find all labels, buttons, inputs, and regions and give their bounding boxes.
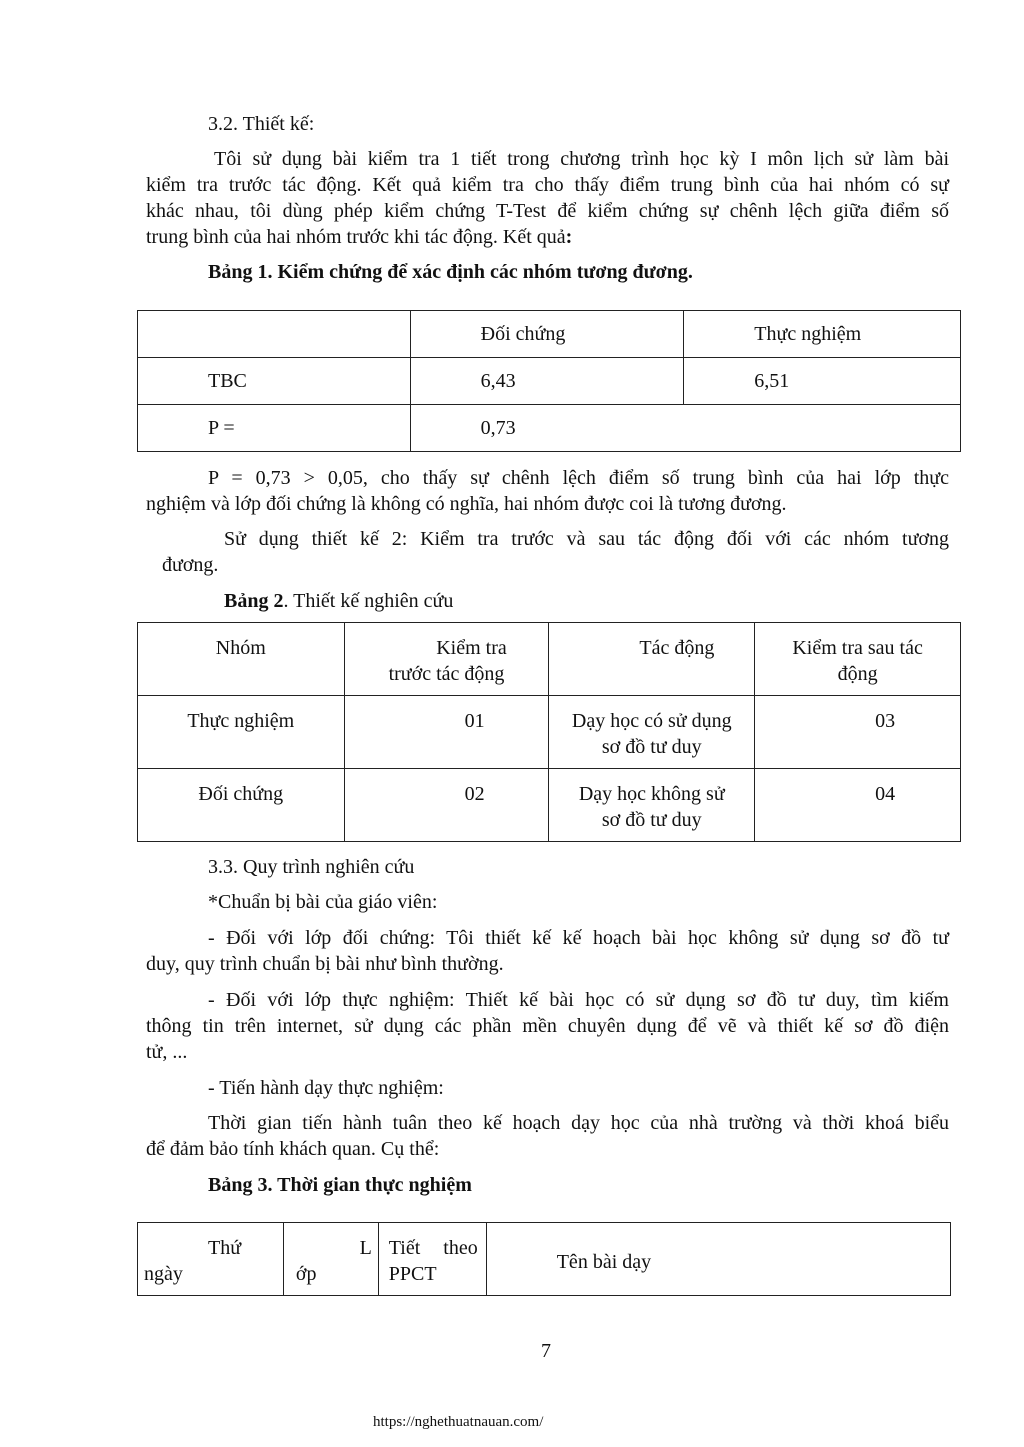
paragraph-line: duy, quy trình chuẩn bị bài như bình thường. bbox=[146, 953, 504, 975]
table2-header-cell: Kiểm tra sau tác động bbox=[755, 623, 961, 696]
paragraph-line: *Chuẩn bị bài của giáo viên: bbox=[208, 891, 438, 913]
paragraph-line: nghiệm và lớp đối chứng là không có nghĩa, hai nhóm được coi là tương đương. bbox=[146, 493, 787, 515]
paragraph-line: Sử dụng thiết kế 2: Kiểm tra trước và sau tác động đối với các nhóm tương bbox=[224, 528, 949, 550]
paragraph-line: - Đối với lớp đối chứng: Tôi thiết kế kế hoạch bài học không sử dụng sơ đồ tư bbox=[208, 927, 949, 949]
table1-cell: 6,43 bbox=[410, 358, 684, 405]
section-heading-3-3: 3.3. Quy trình nghiên cứu bbox=[208, 856, 415, 878]
table2-cell: Dạy học có sử dụng sơ đồ tư duy bbox=[549, 696, 755, 769]
table3-caption: Bảng 3. Thời gian thực nghiệm bbox=[208, 1174, 472, 1196]
table1-cell: P = bbox=[138, 405, 411, 452]
table1-header-cell: Thực nghiệm bbox=[684, 311, 961, 358]
table1-cell: 0,73 bbox=[410, 405, 960, 452]
table2-cell: Thực nghiệm bbox=[138, 696, 345, 769]
paragraph-line: - Đối với lớp thực nghiệm: Thiết kế bài học có sử dụng sơ đồ tư duy, tìm kiếm bbox=[208, 989, 949, 1011]
paragraph-line: để đảm bảo tính khách quan. Cụ thể: bbox=[146, 1138, 440, 1160]
table2-cell: 03 bbox=[755, 696, 961, 769]
table2-cell: Đối chứng bbox=[138, 769, 345, 842]
paragraph-line: P = 0,73 > 0,05, cho thấy sự chênh lệch điểm số trung bình của hai lớp thực bbox=[208, 467, 949, 489]
table2-cell: Dạy học không sử sơ đồ tư duy bbox=[549, 769, 755, 842]
paragraph-line: Tôi sử dụng bài kiểm tra 1 tiết trong chương trình học kỳ I môn lịch sử làm bài bbox=[214, 148, 949, 170]
table2-caption: Bảng 2. Thiết kế nghiên cứu bbox=[224, 590, 454, 612]
paragraph-line: thông tin trên internet, sử dụng các phần mền chuyên dụng để vẽ và thiết kế sơ đồ điện bbox=[146, 1015, 949, 1037]
paragraph-line: đương. bbox=[162, 554, 219, 576]
table1-cell: 6,51 bbox=[684, 358, 961, 405]
table1 bbox=[137, 310, 961, 452]
page-number: 7 bbox=[541, 1340, 551, 1362]
table3-header-cell: L ớp bbox=[283, 1223, 378, 1296]
paragraph-line: Thời gian tiến hành tuân theo kế hoạch dạy học của nhà trường và thời khoá biểu bbox=[208, 1112, 949, 1134]
paragraph-line: kiểm tra trước tác động. Kết quả kiểm tra cho thấy điểm trung bình của hai nhóm có sự bbox=[146, 174, 949, 196]
table2-cell: 04 bbox=[755, 769, 961, 842]
table2-cell: 01 bbox=[344, 696, 549, 769]
table2-header-cell: Tác động bbox=[549, 623, 755, 696]
table3-header-cell: Tiết theo PPCT bbox=[378, 1223, 486, 1296]
table3 bbox=[137, 1222, 951, 1296]
paragraph-line: khác nhau, tôi dùng phép kiểm chứng T-Test để kiểm chứng sự chênh lệch giữa điểm số bbox=[146, 200, 949, 222]
table1-caption: Bảng 1. Kiểm chứng để xác định các nhóm tương đương. bbox=[208, 261, 693, 283]
table2-cell: 02 bbox=[344, 769, 549, 842]
table2-header-cell: Nhóm bbox=[138, 623, 345, 696]
paragraph-line: - Tiến hành dạy thực nghiệm: bbox=[208, 1077, 444, 1099]
table2-header-cell: Kiểm tra trước tác động bbox=[344, 623, 549, 696]
table1-header-cell: Đối chứng bbox=[410, 311, 684, 358]
table2 bbox=[137, 622, 961, 842]
table1-header-cell bbox=[138, 311, 411, 358]
table3-header-cell: Tên bài dạy bbox=[486, 1223, 950, 1296]
footer-url: https://nghethuatnauan.com/ bbox=[373, 1414, 544, 1430]
paragraph-line: tử, ... bbox=[146, 1041, 188, 1063]
table1-cell: TBC bbox=[138, 358, 411, 405]
section-heading-3-2: 3.2. Thiết kế: bbox=[208, 113, 315, 135]
table3-header-cell: Thứ ngày bbox=[138, 1223, 284, 1296]
paragraph-line: trung bình của hai nhóm trước khi tác động. Kết quả: bbox=[146, 226, 573, 248]
